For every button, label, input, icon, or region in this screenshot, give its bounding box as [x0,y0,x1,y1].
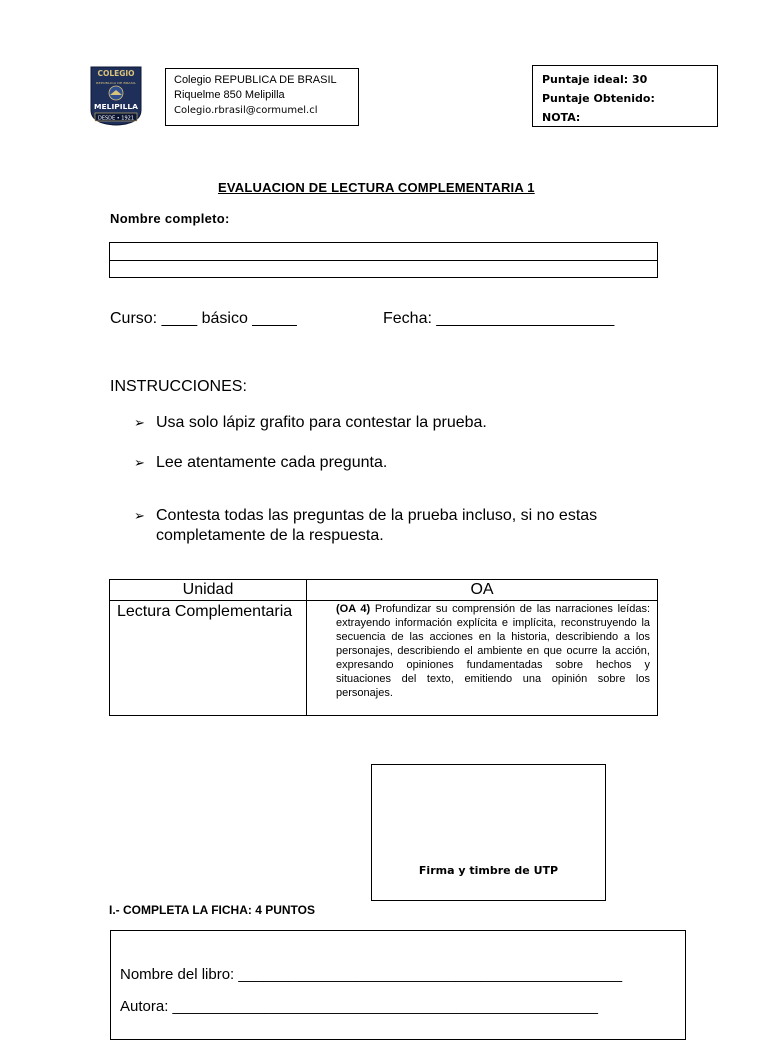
oa-cell [307,601,658,716]
name-label: Nombre completo: [110,211,230,226]
instruction-text: Contesta todas las preguntas de la prueba incluso, si no estas completamente de la respuesta. [156,507,598,544]
unit-cell: Lectura Complementaria [110,601,307,716]
author-field[interactable]: Autora: ___________________________________________________ [120,998,598,1015]
score-box [532,65,718,127]
arrow-bullet-icon: ➢ [134,455,145,470]
oa-table [109,579,658,716]
grade: NOTA: [542,111,581,124]
school-name: Colegio REPUBLICA DE BRASIL [174,74,337,86]
oa-code: (OA 4) [336,603,371,615]
school-info-box [165,68,359,126]
signature-label: Firma y timbre de UTP [418,864,559,877]
arrow-bullet-icon: ➢ [134,415,145,430]
obtained-score: Puntaje Obtenido: [542,92,655,105]
unit-header: Unidad [110,580,307,601]
curso-field[interactable]: Curso: ____ básico _____ [110,310,297,327]
school-address: Riquelme 850 Melipilla [174,89,285,101]
logo-top-text: COLEGIO [97,69,135,78]
instruction-item [134,453,676,473]
book-name-field[interactable]: Nombre del libro: ______________________________________________ [120,966,623,983]
oa-description: Profundizar su comprensión de las narraciones leídas: extrayendo información explícita e implícita, reconstruyendo la secuencia de las acciones en la historia, describiendo a los personajes, describiendo el ambiente en que ocurre la acción, expresando opiniones fundamentadas sobre hechos y situaciones del texto, emitiendo una opinión sobre los personajes. [336,603,650,699]
logo-middle-text: REPUBLICA DE BRASIL [96,81,137,85]
page-title: EVALUACION DE LECTURA COMPLEMENTARIA 1 [218,180,535,195]
school-email: Colegio.rbrasil@cormumel.cl [174,105,318,116]
instruction-text: Usa solo lápiz grafito para contestar la prueba. [156,414,487,431]
logo-city-text: MELIPILLA [94,103,139,111]
school-logo [90,66,142,126]
name-field[interactable] [109,242,658,278]
logo-since-text: DESDE • 1921 [98,115,134,122]
section-heading: I.- COMPLETA LA FICHA: 4 PUNTOS [109,903,315,917]
fecha-field[interactable]: Fecha: ____________________ [383,310,615,327]
instruction-text: Lee atentamente cada pregunta. [156,454,388,471]
instruction-item [134,413,676,433]
oa-header: OA [307,580,658,601]
signature-stamp-box [371,764,606,901]
ideal-score: Puntaje ideal: 30 [542,73,648,86]
arrow-bullet-icon: ➢ [134,508,145,523]
instructions-heading: INSTRUCCIONES: [110,378,247,395]
instruction-item [134,506,666,546]
